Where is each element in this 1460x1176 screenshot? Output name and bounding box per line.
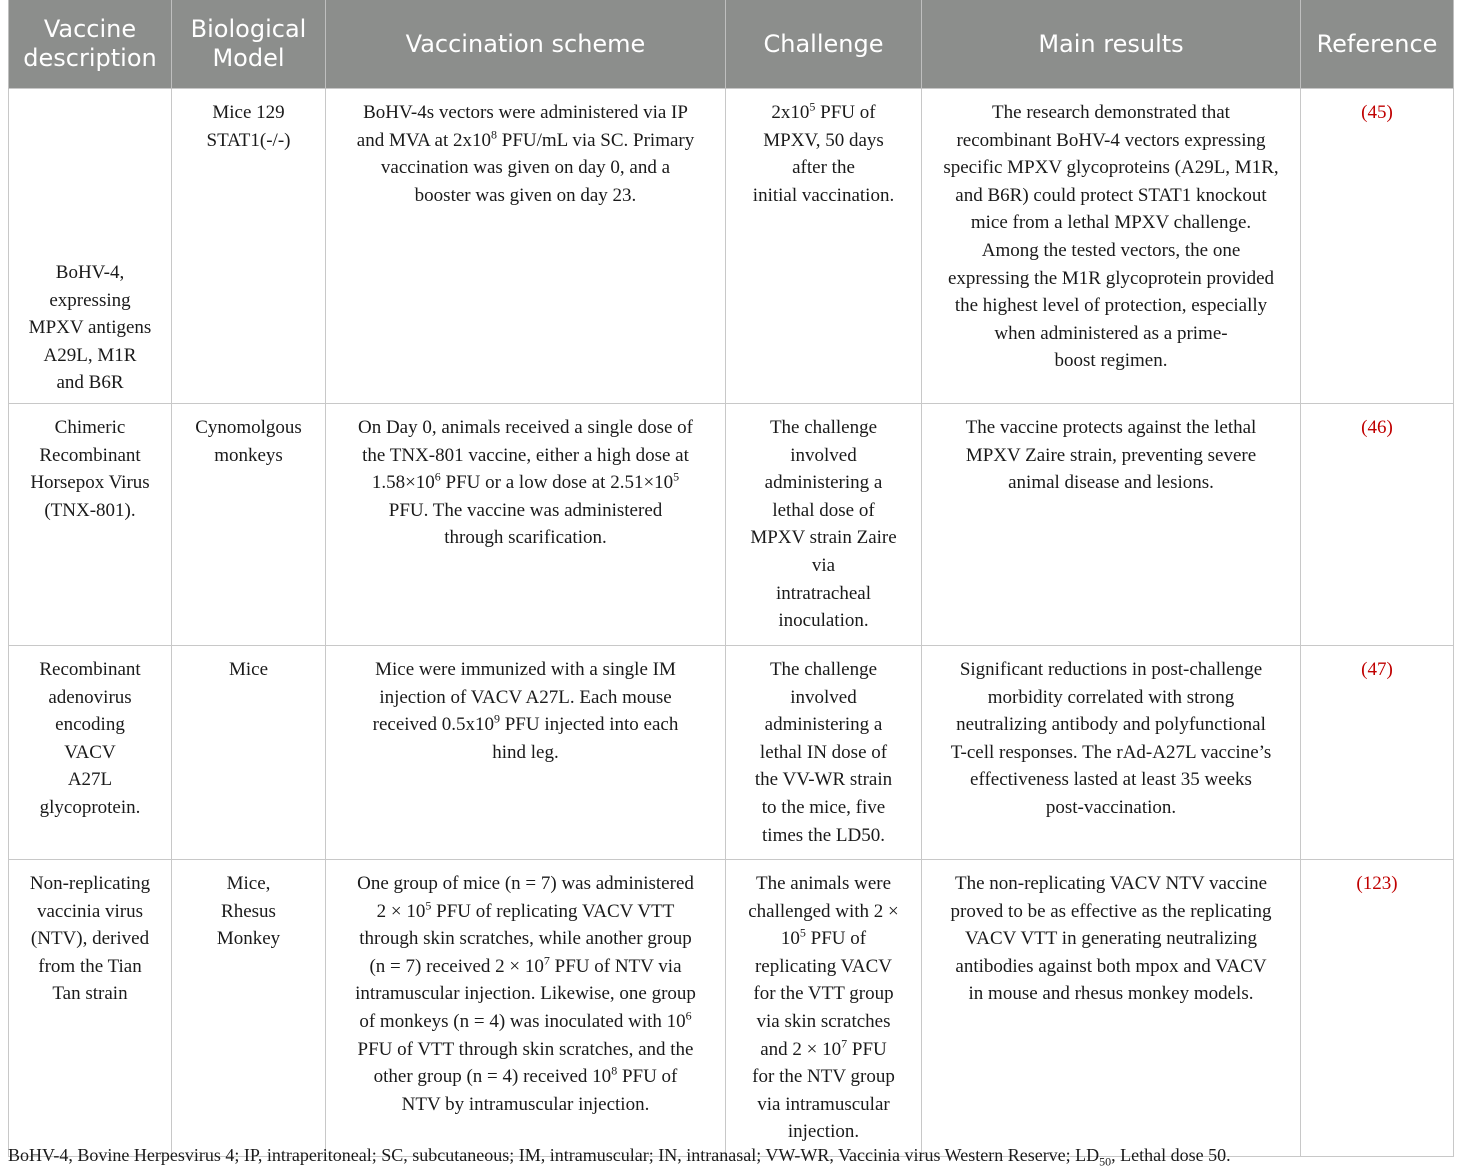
header-challenge: Challenge [726, 0, 922, 89]
biological-model-cell: Mice 129 STAT1(-/-) [172, 89, 326, 404]
table-header-row [9, 0, 1454, 89]
table-row [9, 403, 1454, 645]
vaccination-scheme-cell: Mice were immunized with a single IM injection of VACV A27L. Each mouse received $0.5x10^9$ PFU injected into each hind leg. [326, 645, 726, 859]
vaccine-description-cell: Chimeric Recombinant Horsepox Virus (TNX-801). [9, 403, 172, 645]
table-page [8, 0, 1453, 1157]
biological-model-cell: Mice [172, 645, 326, 859]
main-results-cell: The research demonstrated that recombinant BoHV-4 vectors expressing specific MPXV glycoproteins (A29L, M1R, and B6R) could protect STAT1 knockout mice from a lethal MPXV challenge. Among the tested vectors, the one expressing the M1R glycoprotein provided the highest level of protection, especially when administered as a prime- boost regimen. [922, 89, 1301, 404]
vaccination-scheme-cell: One group of mice (n = 7) was administered $2 \times 10^5$ PFU of replicating VACV VTT through skin scratches, while another group (n = 7) received $2 \times 10^7$ PFU of NTV via intramuscular injection. Likewise, one group of monkeys (n = 4) was inoculated with $10^6$ PFU of VTT through skin scratches, and the other group (n = 4) received $10^8$ PFU of NTV by intramuscular injection. [326, 859, 726, 1156]
header-vaccine-description: Vaccine description [9, 0, 172, 89]
main-results-cell: Significant reductions in post-challenge morbidity correlated with strong neutralizing antibody and polyfunctional T-cell responses. The rAd-A27L vaccine’s effectiveness lasted at least 35 weeks post-vaccination. [922, 645, 1301, 859]
reference-cell [1301, 89, 1454, 404]
vaccine-description-cell: BoHV-4, expressing MPXV antigens A29L, M1R and B6R [9, 89, 172, 404]
main-results-cell: The non-replicating VACV NTV vaccine proved to be as effective as the replicating VACV VTT in generating neutralizing antibodies against both mpox and VACV in mouse and rhesus monkey models. [922, 859, 1301, 1156]
biological-model-cell: Mice, Rhesus Monkey [172, 859, 326, 1156]
header-biological-model: Biological Model [172, 0, 326, 89]
reference-link[interactable]: (45) [1361, 102, 1393, 123]
table-row [9, 645, 1454, 859]
challenge-cell: The animals were challenged with 2 × $10^5$ PFU of replicating VACV for the VTT group via skin scratches and $2 \times 10^7$ PFU for the NTV group via intramuscular injection. [726, 859, 922, 1156]
vaccination-scheme-cell: On Day 0, animals received a single dose of the TNX-801 vaccine, either a high dose at $1.58\times 10^6$ PFU or a low dose at $2.51\times 10^5$ PFU. The vaccine was administered through scarification. [326, 403, 726, 645]
vaccination-scheme-cell: BoHV-4s vectors were administered via IP and MVA at $2x10^8$ PFU/mL via SC. Primary vaccination was given on day 0, and a booster was given on day 23. [326, 89, 726, 404]
header-reference: Reference [1301, 0, 1454, 89]
challenge-cell: The challenge involved administering a lethal dose of MPXV strain Zaire via intratracheal inoculation. [726, 403, 922, 645]
reference-cell [1301, 403, 1454, 645]
header-main-results: Main results [922, 0, 1301, 89]
vaccine-description-cell: Non-replicating vaccinia virus (NTV), derived from the Tian Tan strain [9, 859, 172, 1156]
table-footnote: BoHV-4, Bovine Herpesvirus 4; IP, intraperitoneal; SC, subcutaneous; IM, intramuscular; IN, intranasal; VW-WR, Vaccinia virus Western Reserve; $LD_{50}$, Lethal dose 50. [8, 1145, 1231, 1169]
main-results-cell: The vaccine protects against the lethal MPXV Zaire strain, preventing severe animal disease and lesions. [922, 403, 1301, 645]
table-row [9, 859, 1454, 1156]
table-row [9, 89, 1454, 404]
vaccine-table [8, 0, 1454, 1157]
reference-link[interactable]: (46) [1361, 416, 1393, 438]
reference-link[interactable]: (47) [1361, 658, 1393, 680]
vaccine-description-cell: Recombinant adenovirus encoding VACV A27L glycoprotein. [9, 645, 172, 859]
reference-cell [1301, 645, 1454, 859]
challenge-cell: The challenge involved administering a lethal IN dose of the VV-WR strain to the mice, five times the LD50. [726, 645, 922, 859]
header-vaccination-scheme: Vaccination scheme [326, 0, 726, 89]
challenge-cell: $2x10^5$ PFU of MPXV, 50 days after the initial vaccination. [726, 89, 922, 404]
biological-model-cell: Cynomolgous monkeys [172, 403, 326, 645]
reference-cell [1301, 859, 1454, 1156]
reference-link[interactable]: (123) [1356, 872, 1398, 894]
